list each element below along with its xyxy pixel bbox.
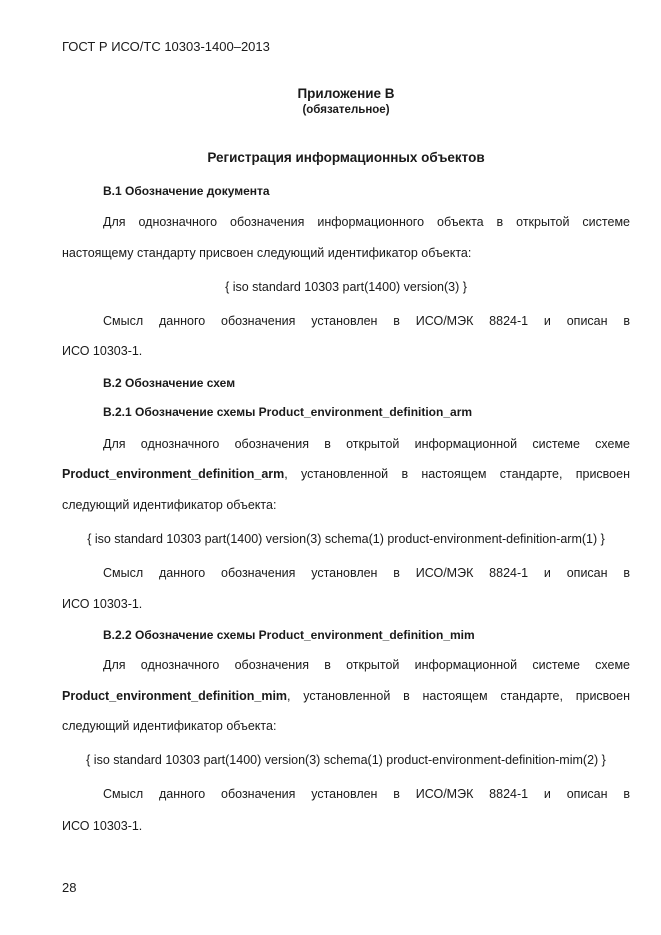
b22-para1-line1: Для однозначного обозначения в открытой информационной системе схеме (103, 658, 630, 672)
b21-para2-line2: ИСО 10303-1. (62, 597, 143, 611)
b1-identifier: { iso standard 10303 part(1400) version(3) } (225, 280, 467, 294)
b22-identifier: { iso standard 10303 part(1400) version(3) schema(1) product-environment-definition-mim(2) } (86, 753, 606, 767)
b21-schema-name: Product_environment_definition_arm (62, 467, 285, 481)
heading-b1: В.1 Обозначение документа (103, 184, 270, 198)
heading-b2: В.2 Обозначение схем (103, 376, 236, 390)
b1-para2-line1: Смысл данного обозначения установлен в ИСО/МЭК 8824-1 и описан в (103, 314, 630, 328)
b22-para2-line2: ИСО 10303-1. (62, 819, 143, 833)
b22-schema-name: Product_environment_definition_mim (62, 689, 288, 703)
section-title: Регистрация информационных объектов (207, 150, 485, 165)
b1-para2-line2: ИСО 10303-1. (62, 344, 143, 358)
b1-para1-line1: Для однозначного обозначения информационного объекта в открытой системе (103, 215, 630, 229)
b22-para1-line3: следующий идентификатор объекта: (62, 719, 277, 733)
b21-para1-line3: следующий идентификатор объекта: (62, 498, 277, 512)
b21-para2-line1: Смысл данного обозначения установлен в ИСО/МЭК 8824-1 и описан в (103, 566, 630, 580)
heading-b21: В.2.1 Обозначение схемы Product_environment_definition_arm (103, 405, 473, 419)
b22-para1-line2-rest: , установленной в настоящем стандарте, присвоен (287, 689, 630, 703)
annex-subtitle: (обязательное) (302, 104, 390, 116)
b1-para1-line2: настоящему стандарту присвоен следующий идентификатор объекта: (62, 246, 472, 260)
b21-para1-line1: Для однозначного обозначения в открытой информационной системе схеме (103, 437, 630, 451)
b21-para1-line2-rest: , установленной в настоящем стандарте, присвоен (284, 467, 630, 481)
b21-para1-line2 (62, 467, 630, 481)
b21-identifier: { iso standard 10303 part(1400) version(3) schema(1) product-environment-definition-arm(1) } (87, 532, 605, 546)
heading-b22: В.2.2 Обозначение схемы Product_environment_definition_mim (103, 628, 475, 642)
b22-para2-line1: Смысл данного обозначения установлен в ИСО/МЭК 8824-1 и описан в (103, 787, 630, 801)
b22-para1-line2 (62, 689, 630, 703)
document-header: ГОСТ Р ИСО/ТС 10303-1400–2013 (62, 39, 270, 54)
annex-title: Приложение В (297, 86, 395, 101)
page-number: 28 (62, 880, 77, 895)
